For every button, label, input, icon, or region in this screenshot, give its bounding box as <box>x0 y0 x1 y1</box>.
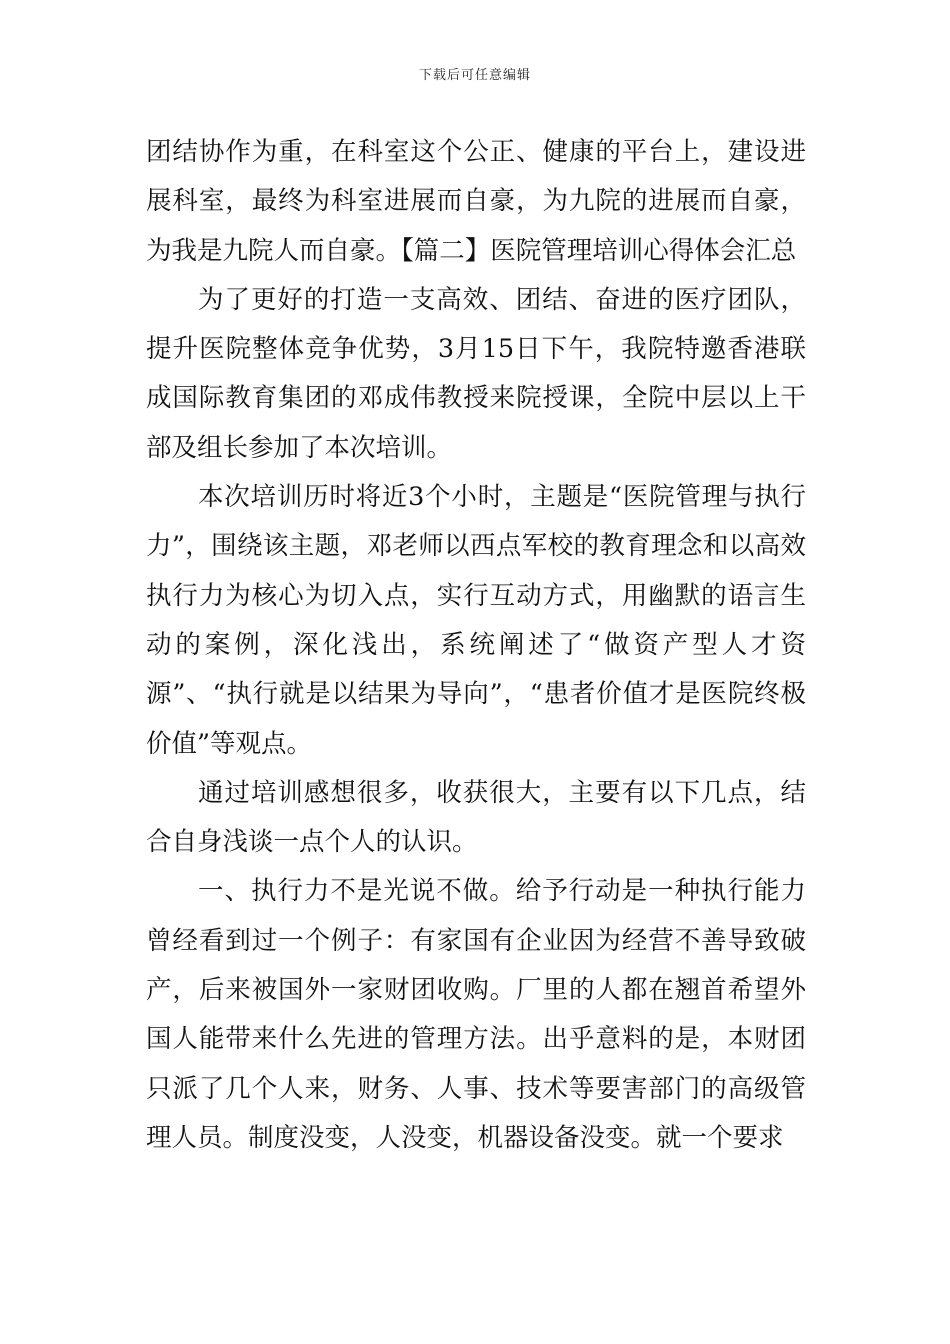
paragraph: 通过培训感想很多，收获很大，主要有以下几点，结合自身浅谈一点个人的认识。 <box>146 777 806 858</box>
page-header: 下载后可任意编辑 <box>418 68 531 83</box>
paragraph: 一、执行力不是光说不做。给予行动是一种执行能力曾经看到过一个例子：有家国有企业因为经营不善导致破产，后来被国外一家财团收购。厂里的人都在翘首希望外国人能带来什么先进的管理方法。出乎意料的是，本财团只派了几个人来，财务、人事、技术等要害部门的高级管理人员。制度没变，人没变，机器设备没变。就一个要求 <box>146 876 806 1153</box>
document-body <box>146 128 806 1163</box>
paragraph: 本次培训历时将近3个小时，主题是“医院管理与执行力”，围绕该主题，邓老师以西点军校的教育理念和以高效执行力为核心为切入点，实行互动方式，用幽默的语言生动的案例，深化浅出，系统阐述了“做资产型人才资源”、“执行就是以结果为导向”，“患者价值才是医院终极价值”等观点。 <box>146 482 806 759</box>
paragraph-continuation: 团结协作为重，在科室这个公正、健康的平台上，建设进展科室，最终为科室进展而自豪，为九院的进展而自豪，为我是九院人而自豪。【篇二】医院管理培训心得体会汇总 <box>146 137 806 266</box>
paragraph: 为了更好的打造一支高效、团结、奋进的医疗团队，提升医院整体竞争优势，3月15日下午，我院特邀香港联成国际教育集团的邓成伟教授来院授课，全院中层以上干部及组长参加了本次培训。 <box>146 284 806 463</box>
